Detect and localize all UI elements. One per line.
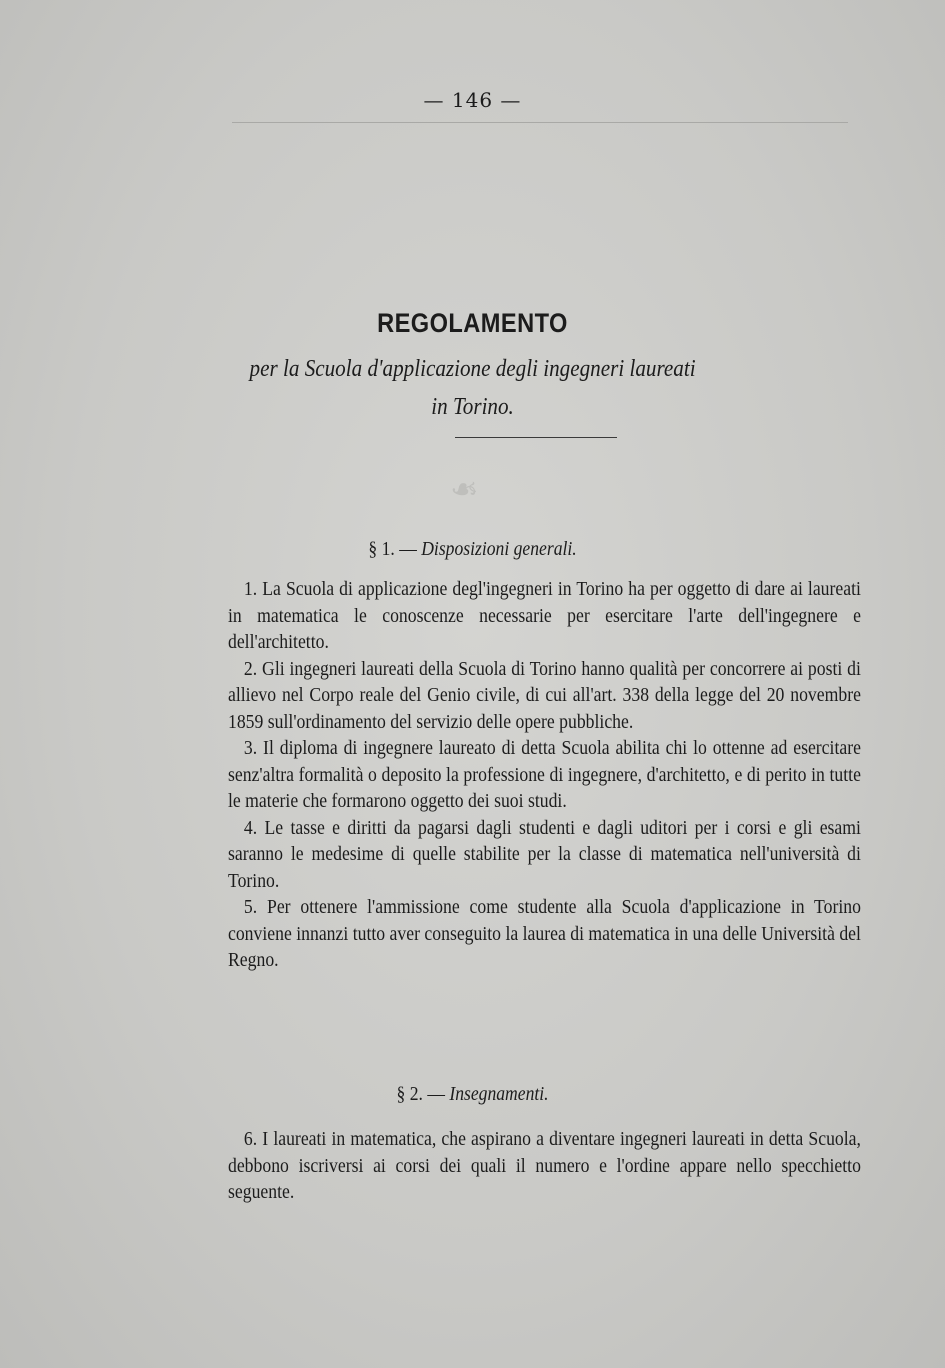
article-4: 4. Le tasse e diritti da pagarsi dagli studenti e dagli uditori per i corsi e gli esami saranno le medesime di quelle stabilite per la classe di matematica nell'università di Torino.	[228, 816, 861, 892]
section-2-body	[228, 1126, 861, 1206]
section-number: § 2. —	[396, 1083, 445, 1105]
section-title: Disposizioni generali.	[421, 538, 577, 560]
title-divider	[455, 437, 617, 438]
article-1: 1. La Scuola di applicazione degl'ingegneri in Torino ha per oggetto di dare ai laureati in matematica le conoscenze necessarie per esercitare l'arte dell'ingegnere e dell'architetto.	[228, 578, 861, 653]
document-title: REGOLAMENTO	[377, 308, 568, 338]
article-2: 2. Gli ingegneri laureati della Scuola di Torino hanno qualità per concorrere ai posti di allievo nel Corpo reale del Genio civile, di cui all'art. 338 della legge del 20 novembre 1859 sull'ordinamento del servizio delle opere pubbliche.	[228, 657, 861, 733]
section-heading-2	[0, 1083, 945, 1106]
article-6: 6. I laureati in matematica, che aspirano a diventare ingegneri laureati in detta Scuola, debbono iscriversi ai corsi dei quali il numero e l'ordine appare nello specchietto seguente.	[228, 1128, 861, 1203]
article-3: 3. Il diploma di ingegnere laureato di detta Scuola abilita chi lo ottenne ad esercitare senz'altra formalità o deposito la professione di ingegnere, d'architetto, e di perito in tutte le materie che formarono oggetto dei suoi studi.	[228, 737, 861, 812]
section-heading-1	[0, 538, 945, 561]
section-1-body	[228, 576, 861, 974]
header-rule	[232, 122, 848, 123]
document-subtitle-location: in Torino.	[431, 394, 514, 420]
bleed-through-ornament: ❧	[450, 472, 479, 509]
page-number: — 146 —	[423, 88, 522, 112]
article-5: 5. Per ottenere l'ammissione come studente alla Scuola d'applicazione in Torino conviene innanzi tutto aver conseguito la laurea di matematica in una delle Università del Regno.	[228, 896, 861, 971]
section-number: § 1. —	[368, 538, 417, 560]
section-title: Insegnamenti.	[449, 1083, 549, 1105]
document-subtitle: per la Scuola d'applicazione degli ingegneri laureati	[249, 356, 696, 382]
